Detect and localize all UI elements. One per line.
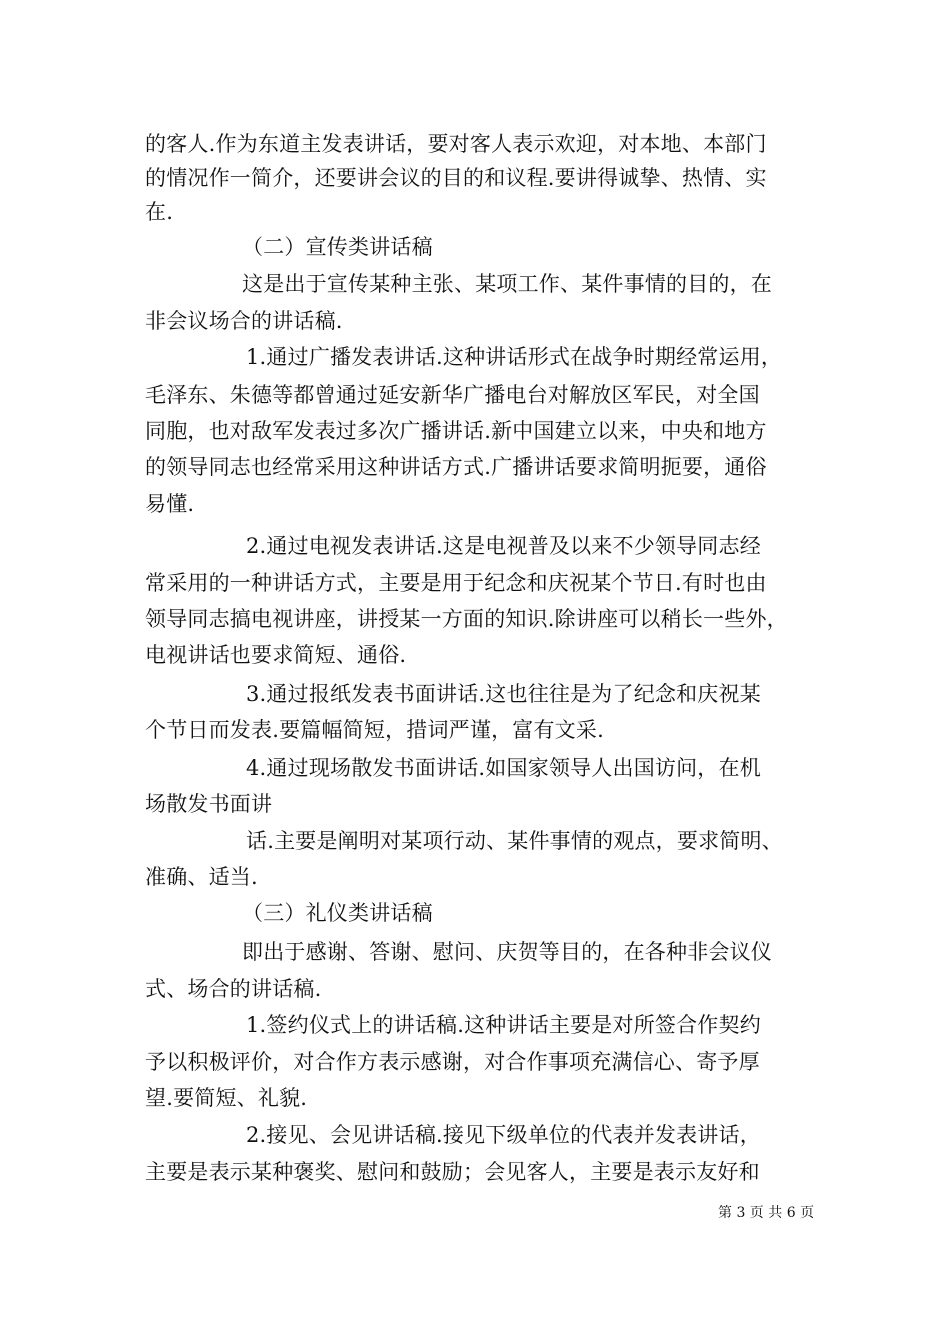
page-number: 第 3 页 共 6 页 [718, 1205, 815, 1221]
list-item-line: 4.通过现场散发书面讲话.如国家领导人出国访问，在机 [246, 756, 761, 780]
paragraph-line: 话.主要是阐明对某项行动、某件事情的观点，要求简明、 [246, 829, 783, 853]
paragraph-line: 予以积极评价，对合作方表示感谢，对合作事项充满信心、寄予厚 [145, 1050, 760, 1074]
paragraph-line: 在. [145, 200, 174, 224]
paragraph-line: 易懂. [145, 492, 195, 516]
paragraph-line: 望.要简短、礼貌. [145, 1086, 308, 1110]
paragraph-line: 的情况作一简介，还要讲会议的目的和议程.要讲得诚挚、热情、实 [145, 166, 767, 190]
list-item-line: 1.通过广播发表讲话.这种讲话形式在战争时期经常运用， [246, 345, 783, 369]
paragraph-line: 主要是表示某种褒奖、慰问和鼓励；会见客人，主要是表示友好和 [145, 1160, 760, 1184]
list-item-line: 3.通过报纸发表书面讲话.这也往往是为了纪念和庆祝某 [246, 682, 761, 706]
paragraph-line: 毛泽东、朱德等都曾通过延安新华广播电台对解放区军民，对全国 [145, 383, 760, 407]
paragraph-line: 的客人.作为东道主发表讲话，要对客人表示欢迎，对本地、本部门 [145, 132, 767, 156]
section-heading: （二）宣传类讲话稿 [242, 235, 433, 259]
paragraph-line: 同胞，也对敌军发表过多次广播讲话.新中国建立以来，中央和地方 [145, 419, 767, 443]
paragraph-line: 电视讲话也要求简短、通俗. [145, 643, 407, 667]
paragraph-line: 非会议场合的讲话稿. [145, 309, 343, 333]
paragraph-line: 的领导同志也经常采用这种讲话方式.广播讲话要求简明扼要，通俗 [145, 455, 767, 479]
list-item-line: 2.通过电视发表讲话.这是电视普及以来不少领导同志经 [246, 534, 761, 558]
list-item-line: 2.接见、会见讲话稿.接见下级单位的代表并发表讲话， [246, 1123, 761, 1147]
paragraph-line: 式、场合的讲话稿. [145, 977, 322, 1001]
section-heading: （三）礼仪类讲话稿 [242, 901, 433, 925]
paragraph-line: 领导同志搞电视讲座，讲授某一方面的知识.除讲座可以稍长一些外， [145, 607, 788, 631]
paragraph-line: 准确、适当. [145, 865, 258, 889]
paragraph-line: 即出于感谢、答谢、慰问、庆贺等目的，在各种非会议仪 [242, 940, 772, 964]
paragraph-line: 这是出于宣传某种主张、某项工作、某件事情的目的，在 [242, 272, 772, 296]
paragraph-line: 场散发书面讲 [145, 792, 273, 816]
list-item-line: 1.签约仪式上的讲话稿.这种讲话主要是对所签合作契约 [246, 1013, 761, 1037]
paragraph-line: 个节日而发表.要篇幅简短，措词严谨，富有文采. [145, 718, 604, 742]
paragraph-line: 常采用的一种讲话方式，主要是用于纪念和庆祝某个节日.有时也由 [145, 571, 767, 595]
